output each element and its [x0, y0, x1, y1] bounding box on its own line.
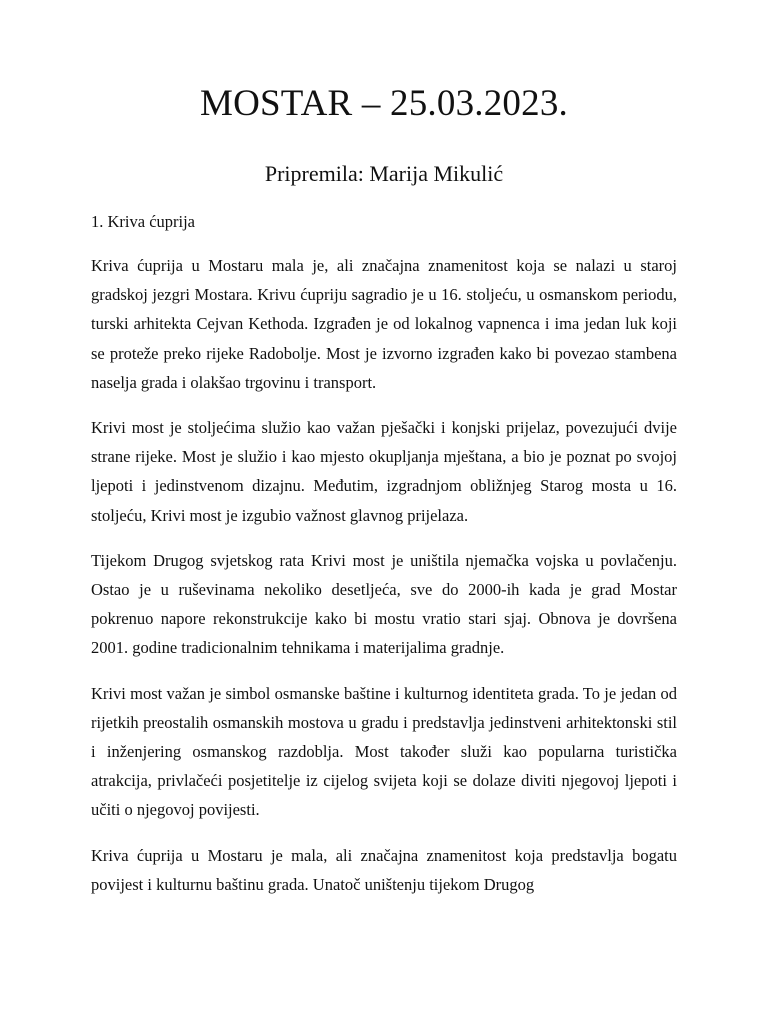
document-title: MOSTAR – 25.03.2023.	[200, 83, 568, 124]
section-heading: 1. Kriva ćuprija	[91, 212, 196, 231]
document-body	[91, 251, 677, 915]
paragraph: Kriva ćuprija u Mostaru mala je, ali značajna znamenitost koja se nalazi u staroj gradskoj jezgri Mostara. Krivu ćupriju sagradio je u 16. stoljeću, u osmanskom periodu, turski arhitekta Cejvan Kethoda. Izgrađen je od lokalnog vapnenca i ima jedan luk koji se proteže preko rijeke Radobolje. Most je izvorno izgrađen kako bi povezao stambena naselja grada i olakšao trgovinu i transport.	[91, 256, 677, 392]
paragraph: Krivi most je stoljećima služio kao važan pješački i konjski prijelaz, povezujući dvije strane rijeke. Most je služio i kao mjesto okupljanja mještana, a bio je poznat po svojoj ljepoti i jedinstvenom dizajnu. Međutim, izgradnjom obližnjeg Starog mosta u 16. stoljeću, Krivi most je izgubio važnost glavnog prijelaza.	[91, 418, 677, 525]
document-subtitle: Pripremila: Marija Mikulić	[264, 161, 504, 186]
paragraph: Tijekom Drugog svjetskog rata Krivi most je uništila njemačka vojska u povlačenju. Ostao je u ruševinama nekoliko desetljeća, sve do 2000-ih kada je grad Mostar pokrenuo napore rekonstrukcije kako bi mostu vratio stari sjaj. Obnova je dovršena 2001. godine tradicionalnim tehnikama i materijalima gradnje.	[91, 550, 677, 658]
paragraph: Krivi most važan je simbol osmanske baštine i kulturnog identiteta grada. To je jedan od rijetkih preostalih osmanskih mostova u gradu i predstavlja jedinstveni arhitektonski stil i inženjering osmanskog razdoblja. Most također služi kao popularna turistička atrakcija, privlačeći posjetitelje iz cijelog svijeta koji se dolaze diviti njegovoj ljepoti i učiti o njegovoj povijesti.	[91, 683, 677, 820]
paragraph: Kriva ćuprija u Mostaru je mala, ali značajna znamenitost koja predstavlja bogatu povijest i kulturnu baštinu grada. Unatoč uništenju tijekom Drugog	[91, 845, 677, 894]
